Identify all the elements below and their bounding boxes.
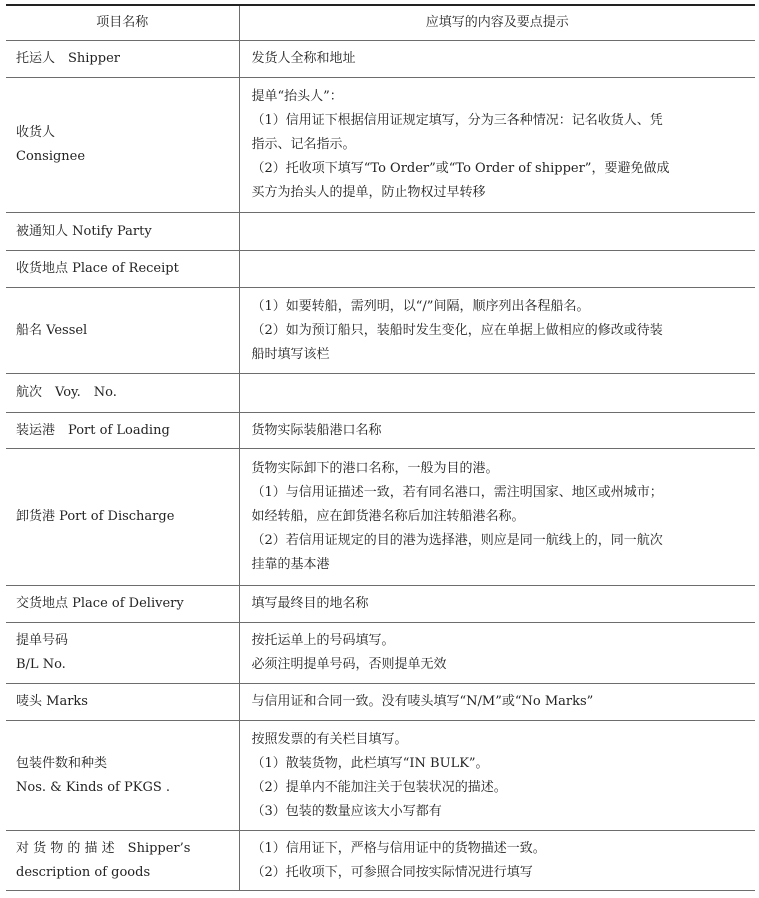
row-content-line: （2）托收项下，可参照合同按实际情况进行填写 [251, 864, 533, 880]
row-content-cell [239, 586, 755, 623]
row-content-line: 发货人全称和地址 [251, 51, 356, 66]
row-name-line: B/L No. [16, 657, 66, 672]
header-content-tips: 应填写的内容及要点提示 [239, 5, 755, 41]
row-content-cell [239, 374, 755, 413]
row-content-line: 如经转船，应在卸货港名称后加注转船港名称。 [251, 509, 525, 524]
row-name-line: 包装件数和种类 [16, 755, 108, 771]
row-content-line: （2）如为预订船只，装船时发生变化，应在单据上做相应的修改或待装 [251, 322, 663, 338]
row-content-cell [239, 251, 755, 288]
row-name-line: 收货地点 Place of Receipt [16, 261, 179, 276]
row-content-line: 必须注明提单号码，否则提单无效 [251, 657, 447, 672]
row-content-cell [239, 721, 755, 831]
row-content-line: 船时填写该栏 [251, 346, 330, 362]
table-row [6, 78, 755, 213]
row-name-cell [6, 831, 239, 891]
row-content-line: 货物实际装船港口名称 [251, 422, 382, 438]
row-content-line: （1）如要转船，需列明，以“/”间隔，顺序列出各程船名。 [251, 298, 590, 314]
row-name-cell [6, 623, 239, 684]
row-content-line: 与信用证和合同一致。没有唛头填写“N/M”或“No Marks” [251, 694, 594, 709]
row-name-cell [6, 213, 239, 251]
row-name-cell [6, 288, 239, 374]
row-name-line: 对 货 物 的 描 述 Shipper’s [16, 840, 191, 856]
row-name-cell [6, 684, 239, 721]
row-content-cell [239, 213, 755, 251]
row-content-line: 货物实际卸下的港口名称，一般为目的港。 [251, 461, 499, 476]
row-name-line: 被通知人 Notify Party [16, 223, 152, 239]
row-content-line: 买方为抬头人的提单，防止物权过早转移 [251, 185, 486, 200]
row-name-cell [6, 413, 239, 449]
row-content-line: 填写最终目的地名称 [251, 596, 369, 611]
row-name-line: Consignee [16, 149, 86, 164]
row-content-line: 按托运单上的号码填写。 [251, 633, 395, 648]
row-content-line: 按照发票的有关栏目填写。 [251, 731, 408, 747]
row-name-line: 装运港 Port of Loading [16, 422, 170, 438]
row-content-line: （2）若信用证规定的目的港为选择港，则应是同一航线上的，同一航次 [251, 533, 663, 548]
row-name-line: description of goods [16, 864, 151, 880]
row-name-line: 提单号码 [16, 633, 69, 648]
row-content-cell [239, 831, 755, 891]
table-row [6, 41, 755, 78]
bill-of-lading-fields-table [6, 4, 755, 891]
row-name-cell [6, 41, 239, 78]
table-row [6, 288, 755, 374]
row-content-line: （1）信用证下，严格与信用证中的货物描述一致。 [251, 840, 546, 856]
row-name-cell [6, 721, 239, 831]
row-name-line: 收货人 [16, 125, 56, 140]
row-name-line: Nos. & Kinds of PKGS . [16, 779, 170, 795]
row-name-cell [6, 251, 239, 288]
table-row [6, 831, 755, 891]
table-row [6, 213, 755, 251]
row-content-line: 指示、记名指示。 [251, 137, 356, 152]
row-content-cell [239, 623, 755, 684]
row-name-cell [6, 374, 239, 413]
row-content-line: 提单“抬头人”： [251, 89, 343, 104]
table-row [6, 449, 755, 586]
table-row [6, 251, 755, 288]
row-content-cell [239, 413, 755, 449]
row-content-line: （2）托收项下填写“To Order”或“To Order of shipper”，要避免做成 [251, 161, 670, 176]
table-row [6, 374, 755, 413]
row-name-line: 交货地点 Place of Delivery [16, 596, 184, 611]
table-row [6, 684, 755, 721]
row-name-cell [6, 586, 239, 623]
row-content-line: （1）散装货物，此栏填写“IN BULK”。 [251, 755, 489, 771]
row-content-line: （3）包装的数量应该大小写都有 [251, 803, 442, 819]
row-content-line: （2）提单内不能加注关于包装状况的描述。 [251, 779, 507, 795]
row-name-line: 船名 Vessel [16, 322, 88, 338]
row-name-line: 卸货港 Port of Discharge [16, 509, 175, 524]
row-content-line: 挂靠的基本港 [251, 557, 330, 572]
row-name-line: 唛头 Marks [16, 694, 88, 709]
row-content-cell [239, 78, 755, 213]
table-row [6, 413, 755, 449]
row-content-line: （1）信用证下根据信用证规定填写，分为三各种情况：记名收货人、凭 [251, 113, 663, 128]
row-name-line: 托运人 Shipper [16, 51, 120, 66]
row-name-cell [6, 449, 239, 586]
row-name-cell [6, 78, 239, 213]
row-content-cell [239, 684, 755, 721]
table-row [6, 721, 755, 831]
table-row [6, 586, 755, 623]
table-header-row [6, 5, 755, 41]
header-item-name: 项目名称 [6, 5, 239, 41]
row-content-cell [239, 288, 755, 374]
row-name-line: 航次 Voy. No. [16, 385, 117, 400]
table-row [6, 623, 755, 684]
row-content-cell [239, 449, 755, 586]
row-content-line: （1）与信用证描述一致，若有同名港口，需注明国家、地区或州城市； [251, 485, 663, 500]
row-content-cell [239, 41, 755, 78]
